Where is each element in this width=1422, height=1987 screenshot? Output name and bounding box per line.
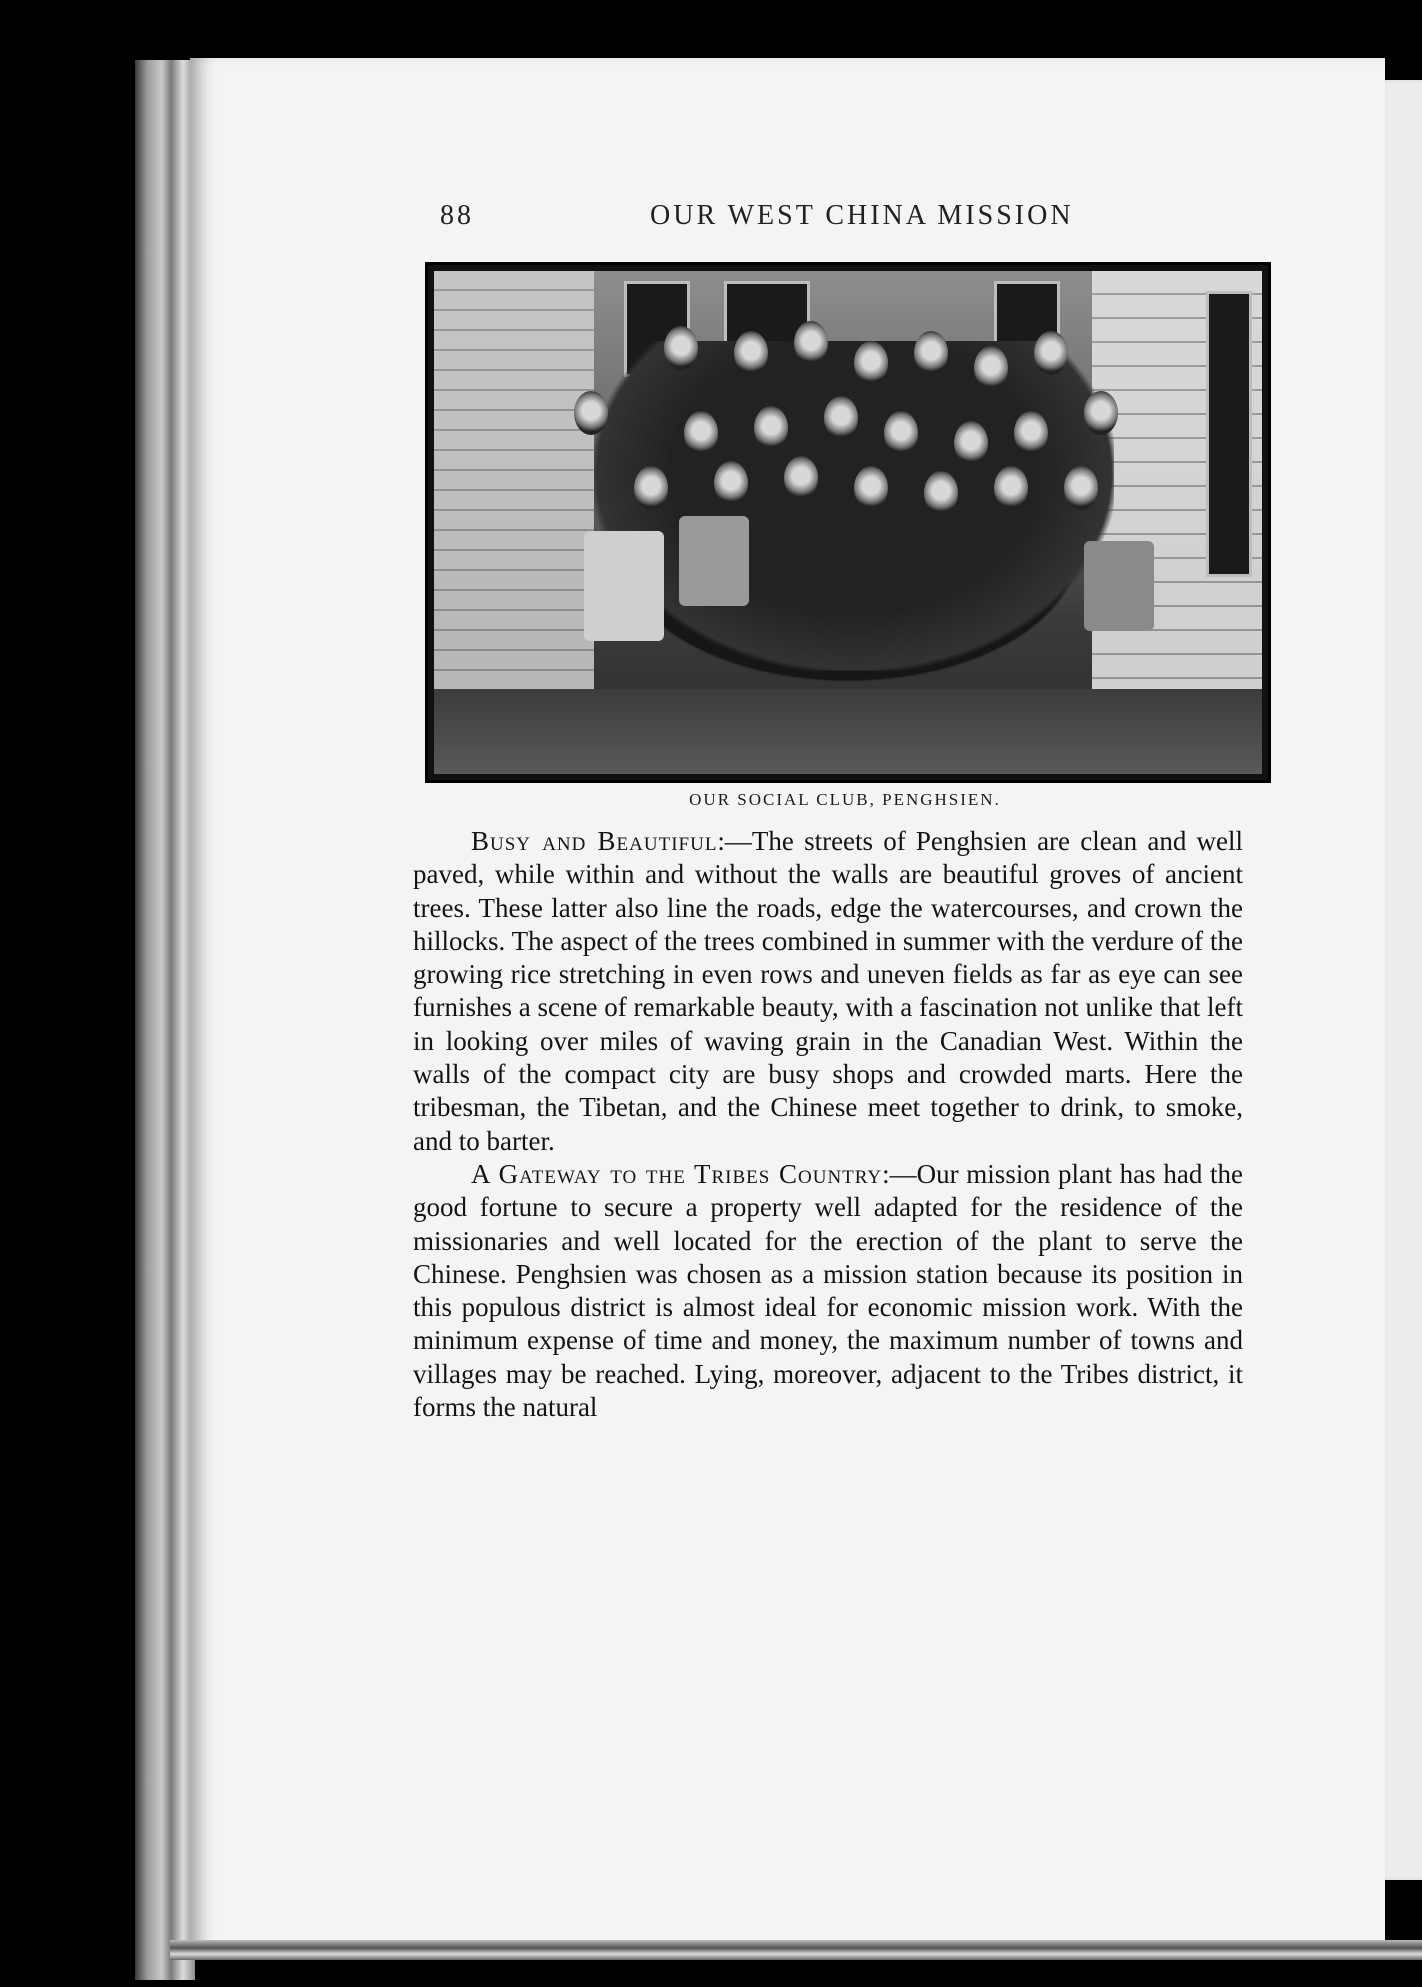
figure-caption: OUR SOCIAL CLUB, PENGHSIEN. <box>689 790 1001 809</box>
paragraph-heading: A Gateway to the Tribes Country <box>471 1158 883 1189</box>
book-bottom-edge <box>170 1940 1422 1960</box>
body-text <box>413 825 1243 1424</box>
book-spine-edge <box>135 60 195 1980</box>
paragraph-heading: Busy and Beautiful <box>471 826 718 856</box>
page-number: 88 <box>440 200 474 231</box>
paragraph-gateway-to-tribes <box>413 1158 1243 1424</box>
photograph <box>425 262 1271 783</box>
paragraph-text: :—Our mission plant has had the good fortune to secure a property well adapted for the residence of the missionaries and well located for the erection of the plant to serve the Chinese. Penghsien was chosen as a mission station because its position in this populous district is almost ideal for economic mission work. With the minimum expense of time and money, the maximum number of towns and villages may be reached. Lying, moreover, adjacent to the Tribes district, it forms the natural <box>413 1158 1243 1423</box>
paragraph-text: :—The streets of Penghsien are clean and well paved, while within and without the walls are beautiful groves of ancient trees. These latter also line the roads, edge the watercourses, and crown the hillocks. The aspect of the trees combined in summer with the verdure of the growing rice stretching in even rows and uneven fields as far as eye can see furnishes a scene of remarkable beauty, with a fascination not unlike that left in looking over miles of waving grain in the Canadian West. Within the walls of the compact city are busy shops and crowded marts. Here the tribesman, the Tibetan, and the Chinese meet together to drink, to smoke, and to barter. <box>413 826 1243 1156</box>
running-title: OUR WEST CHINA MISSION <box>650 200 1074 231</box>
paragraph-busy-and-beautiful <box>413 825 1243 1158</box>
group-photo-image <box>434 271 1262 774</box>
